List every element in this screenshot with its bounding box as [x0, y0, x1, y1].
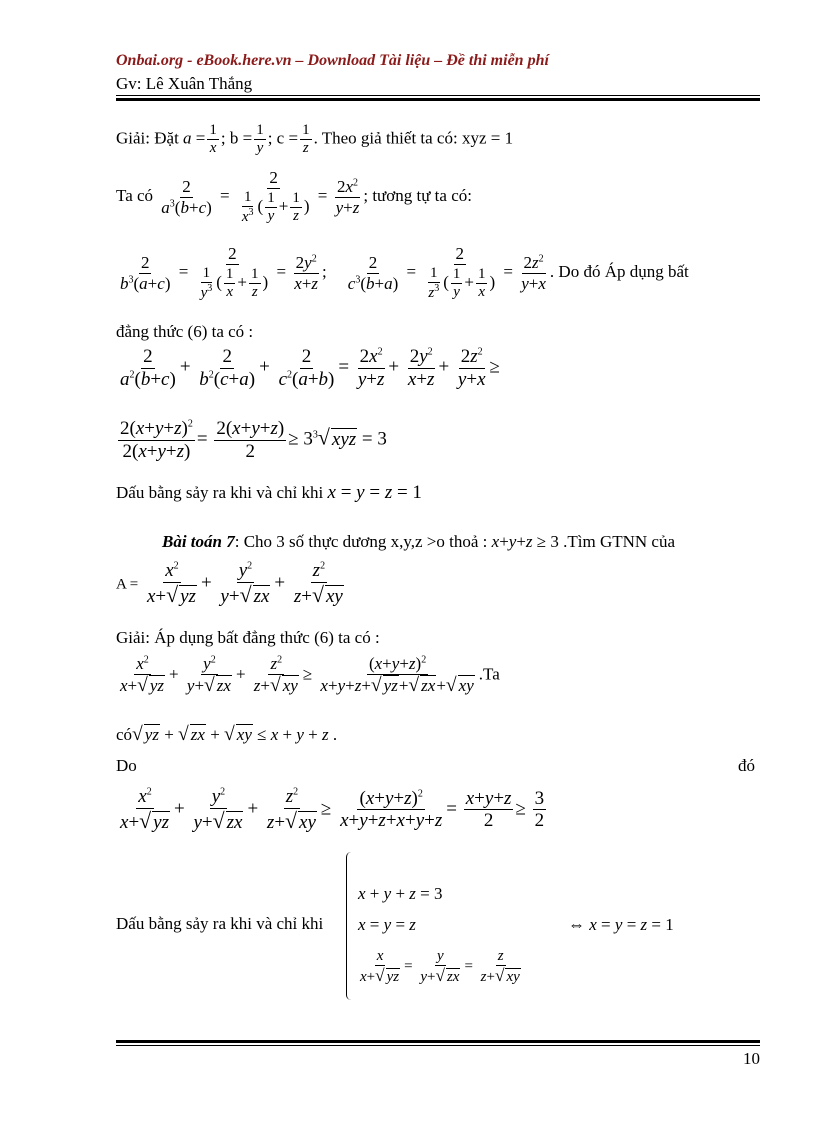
- footer-rule: [116, 1040, 760, 1046]
- line-taco: Ta có $\frac{2}{a^3(b+c)}$ = 2 $\frac{1}{x^3}$ ( $\frac{1}{y}$ + $\frac{1}{z}$ ) = $\frac{2x^2}{y+z}$ ; tương tự ta có:: [116, 168, 472, 225]
- line-dangthuc6: đẳng thức (6) ta có :: [116, 322, 254, 341]
- header-rule: [116, 95, 760, 101]
- word-do: Do: [116, 756, 137, 775]
- line-cauchy: $\frac{x^2}{x+√ yz}$ + $\frac{y^2}{y+√ zx}$ + $\frac{z^2}{z+√ xy}$ ≥ $\frac{(x+y+z)^2}{x+y+z+√ yz+√ zx+√ xy}$ .Ta: [120, 654, 500, 696]
- system-line-2: x = y = z: [358, 915, 416, 934]
- problem-7-title: Bài toán 7: [162, 532, 235, 551]
- line-amgm: $\frac{2(x+y+z)^2}{2(x+y+z)}$ = $\frac{2(x+y+z)}{2}$ ≥ $3^3√$ xyz = 3: [120, 418, 387, 462]
- line-giai-dat: Giải: Đặt a = $\frac{1}{x}$ ; b = $\frac{1}{y}$ ; c = $\frac{1}{z}$ . Theo giả thiết ta có: xyz = 1: [116, 122, 514, 157]
- problem-7: Bài toán 7: Cho 3 số thực dương x,y,z >o thoả : x+y+z ≥ 3 .Tìm GTNN của: [162, 532, 676, 551]
- header-author: Gv: Lê Xuân Thắng: [116, 74, 253, 93]
- line-sum-inequality: $\frac{2}{a^2(b+c)}$ + $\frac{2}{b^2(c+a)}$ + $\frac{2}{c^2(a+b)}$ = $\frac{2x^2}{y+z}$ + $\frac{2y^2}{x+z}$ + $\frac{2z^2}{y+x}$ ≥: [120, 346, 500, 390]
- line-equality-2: Dấu bằng sảy ra khi và chỉ khi: [116, 914, 324, 933]
- word-do-right: đó: [738, 756, 755, 775]
- line-similar: $\frac{2}{b^3(a+c)}$ = 2 $\frac{1}{y^3}$ ( $\frac{1}{x}$ + $\frac{1}{z}$ ) = $\frac{2y^2}{x+z}$ ; $\frac{2}{c^3(b+a)}$ = 2 $\frac{1}{z^3}$ ( $\frac{1}{y}$ + $\frac{1}{x}$ ) = $\frac{2z^2}{y+x}$ . Do đó Áp dụng bất: [120, 244, 689, 301]
- line-A-expr: A = $\frac{x^2}{x+√ yz}$ + $\frac{y^2}{y+√ zx}$ + $\frac{z^2}{z+√ xy}$: [116, 560, 343, 607]
- page-number: 10: [743, 1049, 760, 1068]
- system-result: ⇔ x = y = z = 1: [568, 915, 674, 934]
- line-final-inequality: $\frac{x^2}{x+√ yz}$ + $\frac{y^2}{y+√ zx}$ + $\frac{z^2}{z+√ xy}$ ≥ $\frac{(x+y+z)^2}{x+y+z+x+y+z}$ = $\frac{x+y+z}{2}$ ≥ $\frac{3}{2}$: [120, 786, 545, 833]
- line-giai-2: Giải: Áp dụng bất đẳng thức (6) ta có :: [116, 628, 380, 647]
- header-site-text: Onbai.org - eBook.here.vn – Download Tài liệu – Đề thi miễn phí: [116, 52, 549, 69]
- system-line-3: $\frac{x}{x+√ yz}$ = $\frac{y}{y+√ zx}$ = $\frac{z}{z+√ xy}$: [360, 948, 520, 986]
- system-brace: [346, 852, 351, 1000]
- line-co: có√ yz + √ zx + √ xy ≤ x + y + z .: [116, 724, 338, 745]
- line-equality-1: Dấu bằng sảy ra khi và chỉ khi x = y = z = 1: [116, 482, 422, 503]
- system-line-1: x + y + z = 3: [358, 884, 443, 903]
